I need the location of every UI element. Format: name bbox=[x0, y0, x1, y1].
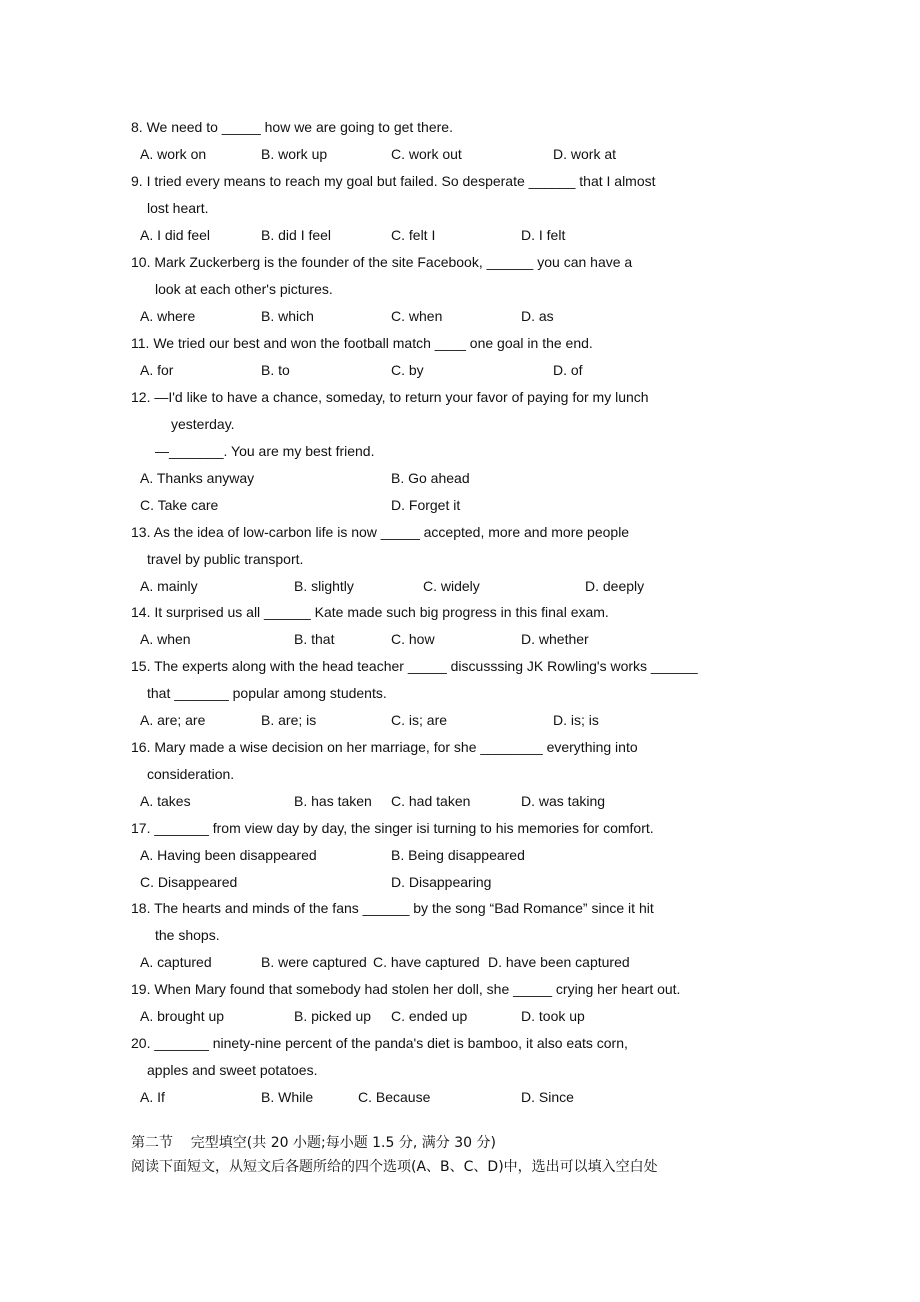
question-15-option-a: A. are; are bbox=[140, 712, 206, 728]
question-15-option-b: B. are; is bbox=[261, 712, 317, 728]
question-9-option-b: B. did I feel bbox=[261, 227, 332, 243]
question-17-option-d: D. Disappearing bbox=[391, 874, 492, 890]
question-9-option-a: A. I did feel bbox=[140, 227, 211, 243]
question-17-option-c: C. Disappeared bbox=[140, 874, 238, 890]
question-20-option-d: D. Since bbox=[521, 1089, 574, 1105]
question-10-option-d: D. as bbox=[521, 308, 554, 324]
question-20-option-b: B. While bbox=[261, 1089, 314, 1105]
question-12-response: —_______. You are my best friend. bbox=[155, 443, 375, 459]
question-19-option-a: A. brought up bbox=[140, 1008, 225, 1024]
question-16-option-a: A. takes bbox=[140, 793, 191, 809]
question-8-option-a: A. work on bbox=[140, 146, 207, 162]
question-11-option-c: C. by bbox=[391, 362, 424, 378]
question-18-option-b: B. were captured bbox=[261, 954, 367, 970]
question-20-stem: 20. _______ ninety-nine percent of the panda's diet is bamboo, it also eats corn, bbox=[131, 1035, 628, 1051]
question-8-stem: 8. We need to _____ how we are going to get there. bbox=[131, 119, 453, 135]
question-8-option-d: D. work at bbox=[553, 146, 617, 162]
question-10-option-c: C. when bbox=[391, 308, 443, 324]
question-19-option-b: B. picked up bbox=[294, 1008, 372, 1024]
question-14-option-a: A. when bbox=[140, 631, 191, 647]
question-16-stem-cont: consideration. bbox=[147, 766, 235, 782]
question-13-option-c: C. widely bbox=[423, 578, 480, 594]
question-15-stem: 15. The experts along with the head teacher _____ discusssing JK Rowling's works ______ bbox=[131, 658, 698, 674]
question-20-stem-cont: apples and sweet potatoes. bbox=[147, 1062, 318, 1078]
question-12-option-d: D. Forget it bbox=[391, 497, 461, 513]
question-16-stem: 16. Mary made a wise decision on her marriage, for she ________ everything into bbox=[131, 739, 638, 755]
question-12-option-b: B. Go ahead bbox=[391, 470, 470, 486]
question-19-option-c: C. ended up bbox=[391, 1008, 468, 1024]
question-13-stem-cont: travel by public transport. bbox=[147, 551, 304, 567]
question-10-option-b: B. which bbox=[261, 308, 314, 324]
question-16-option-c: C. had taken bbox=[391, 793, 471, 809]
question-15-option-c: C. is; are bbox=[391, 712, 448, 728]
question-14-stem: 14. It surprised us all ______ Kate made such big progress in this final exam. bbox=[131, 604, 609, 620]
question-12-option-c: C. Take care bbox=[140, 497, 219, 513]
question-17-option-b: B. Being disappeared bbox=[391, 847, 525, 863]
question-12-stem-cont: yesterday. bbox=[171, 416, 235, 432]
question-19-option-d: D. took up bbox=[521, 1008, 585, 1024]
question-9-stem: 9. I tried every means to reach my goal but failed. So desperate ______ that I almost bbox=[131, 173, 656, 189]
question-11-option-d: D. of bbox=[553, 362, 583, 378]
question-10-stem: 10. Mark Zuckerberg is the founder of the site Facebook, ______ you can have a bbox=[131, 254, 633, 270]
question-15-option-d: D. is; is bbox=[553, 712, 599, 728]
question-14-option-b: B. that bbox=[294, 631, 335, 647]
question-18-option-c: C. have captured bbox=[373, 954, 480, 970]
section-title: 第二节 完型填空(共 20 小题;每小题 1.5 分, 满分 30 分) bbox=[131, 1135, 496, 1151]
question-18-option-a: A. captured bbox=[140, 954, 212, 970]
section-instruction: 阅读下面短文，从短文后各题所给的四个选项(A、B、C、D)中，选出可以填入空白处 bbox=[131, 1159, 658, 1175]
question-18-stem: 18. The hearts and minds of the fans ______ by the song “Bad Romance” since it hit bbox=[131, 900, 654, 916]
question-12-option-a: A. Thanks anyway bbox=[140, 470, 255, 486]
question-9-stem-cont: lost heart. bbox=[147, 200, 209, 216]
question-17-option-a: A. Having been disappeared bbox=[140, 847, 317, 863]
question-15-stem-cont: that _______ popular among students. bbox=[147, 685, 387, 701]
question-18-stem-cont: the shops. bbox=[155, 927, 220, 943]
question-11-stem: 11. We tried our best and won the football match ____ one goal in the end. bbox=[131, 335, 593, 351]
question-13-option-a: A. mainly bbox=[140, 578, 198, 594]
question-9-option-c: C. felt I bbox=[391, 227, 436, 243]
question-9-option-d: D. I felt bbox=[521, 227, 566, 243]
question-11-option-a: A. for bbox=[140, 362, 174, 378]
question-20-option-c: C. Because bbox=[358, 1089, 431, 1105]
question-10-option-a: A. where bbox=[140, 308, 196, 324]
question-13-stem: 13. As the idea of low-carbon life is now _____ accepted, more and more people bbox=[131, 524, 630, 540]
question-8-option-b: B. work up bbox=[261, 146, 328, 162]
question-17-stem: 17. _______ from view day by day, the singer isi turning to his memories for comfort. bbox=[131, 820, 654, 836]
question-8-option-c: C. work out bbox=[391, 146, 462, 162]
question-16-option-d: D. was taking bbox=[521, 793, 606, 809]
question-19-stem: 19. When Mary found that somebody had stolen her doll, she _____ crying her heart out. bbox=[131, 981, 681, 997]
question-13-option-b: B. slightly bbox=[294, 578, 354, 594]
question-14-option-c: C. how bbox=[391, 631, 435, 647]
question-11-option-b: B. to bbox=[261, 362, 290, 378]
question-18-option-d: D. have been captured bbox=[488, 954, 630, 970]
question-14-option-d: D. whether bbox=[521, 631, 589, 647]
question-12-stem: 12. —I'd like to have a chance, someday, to return your favor of paying for my lunch bbox=[131, 389, 649, 405]
question-10-stem-cont: look at each other's pictures. bbox=[155, 281, 333, 297]
question-20-option-a: A. If bbox=[140, 1089, 165, 1105]
question-13-option-d: D. deeply bbox=[585, 578, 645, 594]
question-16-option-b: B. has taken bbox=[294, 793, 372, 809]
